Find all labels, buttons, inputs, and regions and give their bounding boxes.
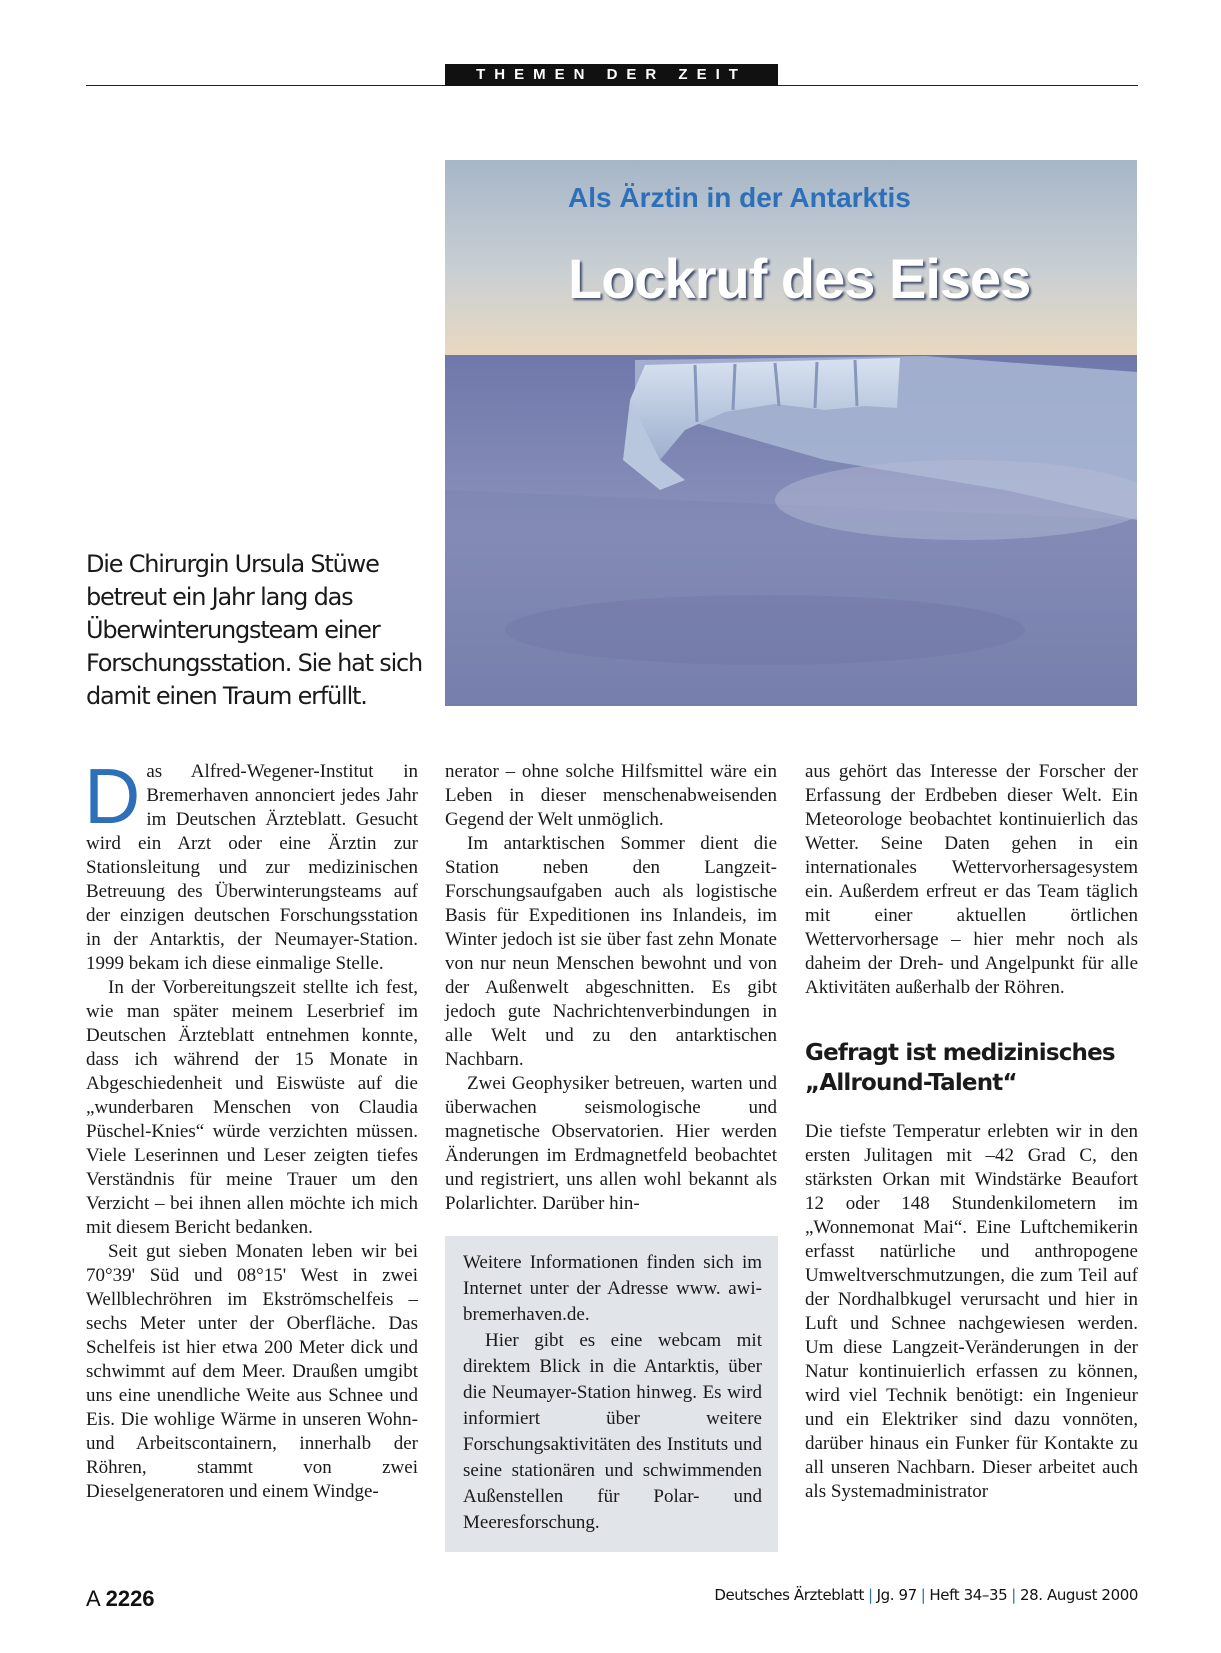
paragraph: Die tiefste Temperatur erlebten wir in den ersten Julitagen mit –42 Grad C, den stärksten Orkan mit Windstärke Beaufort 12 oder 148 Stundenkilometern im „Wonnemonat Mai“. Eine Luftchemikerin erfasst natürliche und anthropogene Umweltverschmutzungen, die zum Teil auf der Nordhalbkugel verursacht und hier in Luft und Schnee nachgewiesen werden. Um diese Langzeit-Veränderungen in der Natur kontinuierlich erfassen zu können, wird viel Technik benötigt: ein Ingenieur und ein Elektriker sind dazu vonnöten, darüber hinaus ein Funker für Kontakte zu all unseren Nachbarn. Dieser arbeitet auch als Systemadministrator bbox=[805, 1121, 1138, 1502]
info-box-paragraph: Hier gibt es eine webcam mit direktem Blick in die Antarktis, über die Neumayer-Station hinweg. Es wird informiert über weitere Forschungsaktivitäten des Instituts und seine stationären und schwimmenden Außenstellen für Polar- und Meeresforschung. bbox=[463, 1330, 762, 1533]
journal-masthead: Deutsches Ärzteblatt | Jg. 97 | Heft 34–35 | 28. August 2000 bbox=[714, 1586, 1138, 1604]
info-box bbox=[445, 1236, 778, 1552]
article-column-1 bbox=[84, 752, 418, 1504]
page-number-value: 2226 bbox=[105, 1586, 155, 1611]
paragraph: Zwei Geophysiker betreuen, warten und überwachen seismologische und magnetische Observatorien. Hier werden Änderungen im Erdmagnetfeld beobachtet und registriert, uns allen wohl bekannt als Polarlichter. Darüber hin- bbox=[445, 1073, 777, 1214]
paragraph-text: as Alfred-Wegener-Institut in Bremerhaven annonciert jedes Jahr im Deutschen Ärzteblatt. Gesucht wird ein Arzt oder eine Ärztin zur Stationsleitung und zur medizinischen Betreuung des Überwinterungsteams auf der einzigen deutschen Forschungsstation in der Antarktis, der Neumayer-Station. 1999 bekam ich diese einmalige Stelle. bbox=[86, 761, 418, 974]
paragraph: Seit gut sieben Monaten leben wir bei 70°39' Süd und 08°15' West in zwei Wellblechröhren im Ekströmschelfeis – sechs Meter unter der Oberfläche. Das Schelfeis ist hier etwa 200 Meter dick und schwimmt auf dem Meer. Draußen umgibt uns eine unendliche Weite aus Schnee und Eis. Die wohlige Wärme in unseren Wohn- und Arbeitscontainern, innerhalb der Röhren, stammt von zwei Dieselgeneratoren und einem Windge- bbox=[86, 1241, 418, 1502]
journal-volume: Jg. 97 bbox=[876, 1586, 917, 1604]
drop-cap: D bbox=[84, 752, 141, 840]
article-headline: Lockruf des Eises bbox=[568, 247, 1031, 310]
hero-image bbox=[445, 160, 1137, 706]
article-column-3 bbox=[805, 760, 1138, 1504]
antarctic-ice-shelf-photo-icon bbox=[445, 160, 1137, 706]
journal-date: 28. August 2000 bbox=[1019, 1586, 1138, 1604]
journal-issue: Heft 34–35 bbox=[929, 1586, 1008, 1604]
article-teaser: Die Chirurgin Ursula Stüwe betreut ein Jahr lang das Überwinterungsteam einer Forschungsstation. Sie hat sich damit einen Traum erfüllt. bbox=[86, 550, 423, 710]
section-tag: THEMEN DER ZEIT bbox=[445, 64, 778, 86]
info-box-paragraph: Weitere Informationen finden sich im Internet unter der Adresse www. awi-bremerhaven.de. bbox=[463, 1252, 762, 1325]
paragraph bbox=[84, 752, 418, 976]
paragraph: Im antarktischen Sommer dient die Station neben den Langzeit-Forschungsaufgaben auch als logistische Basis für Expeditionen ins Inlandeis, im Winter jedoch ist sie über fast zehn Monate von nur neun Menschen bewohnt und von der Außenwelt abgeschnitten. Es gibt jedoch gute Nachrichtenverbindungen in alle Welt und zu den antarktischen Nachbarn. bbox=[445, 833, 777, 1070]
paragraph: In der Vorbereitungszeit stellte ich fest, wie man später meinem Leserbrief im Deutschen Ärzteblatt entnehmen konnte, dass ich während der 15 Monate in Abgeschiedenheit und Eiswüste auf die „wunderbaren Menschen von Claudia Püschel-Knies“ würde verzichten müssen. Viele Leserinnen und Leser zeigten tiefes Verständnis für meine Trauer um den Verzicht – bei ihnen allen möchte ich mich mit diesem Bericht bedanken. bbox=[86, 977, 418, 1238]
paragraph: nerator – ohne solche Hilfsmittel wäre ein Leben in dieser menschenabweisenden Gegend der Welt unmöglich. bbox=[445, 761, 777, 830]
journal-name: Deutsches Ärzteblatt bbox=[714, 1586, 864, 1604]
article-column-2 bbox=[445, 760, 777, 1216]
article-kicker: Als Ärztin in der Antarktis bbox=[568, 182, 911, 213]
page-number bbox=[86, 1586, 155, 1612]
section-subheading: Gefragt ist medizinisches „Allround-Talent“ bbox=[805, 1040, 1115, 1096]
page-prefix: A bbox=[86, 1586, 100, 1611]
paragraph: aus gehört das Interesse der Forscher der Erfassung der Erdbeben dieser Welt. Ein Meteorologe beobachtet kontinuierlich das Wetter. Seine Daten gehen in ein internationales Wettervorhersagesystem ein. Außerdem erfreut er das Team täglich mit einer aktuellen örtlichen Wettervorhersage – hier mehr noch als daheim der Dreh- und Angelpunkt für alle Aktivitäten außerhalb der Röhren. bbox=[805, 761, 1138, 998]
